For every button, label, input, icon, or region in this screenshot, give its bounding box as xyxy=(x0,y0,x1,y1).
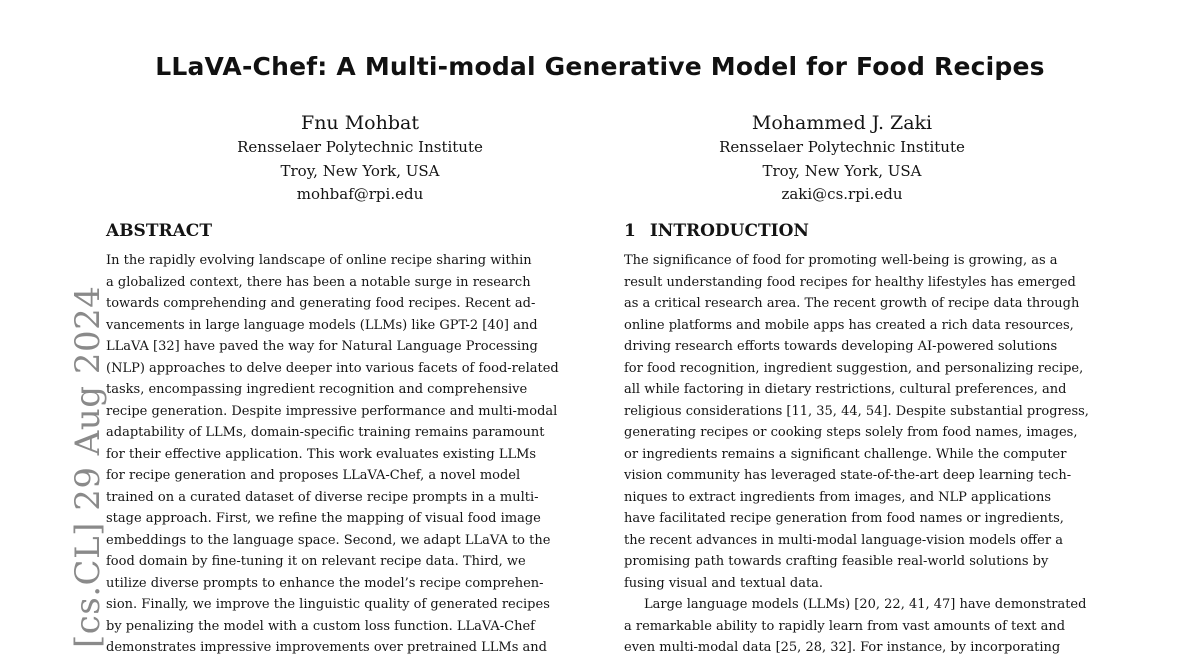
text-line: have facilitated recipe generation from food names or ingredients, xyxy=(624,511,1064,526)
text-line: embeddings to the language space. Second, we adapt LLaVA to the xyxy=(106,532,551,548)
introduction-heading xyxy=(624,221,809,241)
text-line: religious considerations [11, 35, 44, 54]. Despite substantial progress, xyxy=(624,403,1089,419)
text-line: demonstrates impressive improvements over pretrained LLMs and xyxy=(106,640,547,655)
text-line: utilize diverse prompts to enhance the model’s recipe comprehen- xyxy=(106,575,544,591)
arxiv-watermark: [cs.CL] 29 Aug 2024 xyxy=(68,285,108,648)
text-line: towards comprehending and generating food recipes. Recent ad- xyxy=(106,296,536,311)
author-location: Troy, New York, USA xyxy=(762,161,922,180)
author-block xyxy=(150,111,570,207)
text-line: (NLP) approaches to delve deeper into various facets of food-related xyxy=(106,360,559,376)
text-line: even multi-modal data [25, 28, 32]. For instance, by incorporating xyxy=(624,640,1061,655)
text-line: sion. Finally, we improve the linguistic quality of generated recipes xyxy=(106,597,550,612)
introduction-body xyxy=(624,250,1096,659)
text-line: niques to extract ingredients from images, and NLP applications xyxy=(624,489,1052,505)
author-name: Mohammed J. Zaki xyxy=(751,112,933,134)
text-line: online platforms and mobile apps has created a rich data resources, xyxy=(624,317,1074,333)
text-line: fusing visual and textual data. xyxy=(624,575,824,591)
abstract-heading: ABSTRACT xyxy=(106,221,212,241)
section-title: INTRODUCTION xyxy=(649,221,809,241)
paper-title: LLaVA-Chef: A Multi-modal Generative Model for Food Recipes xyxy=(155,52,1045,81)
text-line: result understanding food recipes for healthy lifestyles has emerged xyxy=(624,274,1076,290)
author-email[interactable]: mohbaf@rpi.edu xyxy=(296,185,424,203)
text-line: as a critical research area. The recent growth of recipe data through xyxy=(624,296,1080,311)
text-line: vancements in large language models (LLMs) like GPT-2 [40] and xyxy=(106,317,538,333)
author-email[interactable]: zaki@cs.rpi.edu xyxy=(781,185,903,203)
author-name: Fnu Mohbat xyxy=(301,112,419,134)
abstract-body xyxy=(106,250,578,659)
text-line: for their effective application. This work evaluates existing LLMs xyxy=(106,446,537,462)
text-line: driving research efforts towards developing AI-powered solutions xyxy=(624,339,1058,354)
text-line: for food recognition, ingredient suggestion, and personalizing recipe, xyxy=(624,360,1084,376)
text-line: or ingredients remains a significant challenge. While the computer xyxy=(624,446,1067,462)
text-line: tasks, encompassing ingredient recognition and comprehensive xyxy=(106,382,528,397)
author-affiliation: Rensselaer Polytechnic Institute xyxy=(237,138,483,156)
text-line: a remarkable ability to rapidly learn from vast amounts of text and xyxy=(624,618,1066,634)
text-line: the recent advances in multi-modal language-vision models offer a xyxy=(624,532,1063,548)
text-line: trained on a curated dataset of diverse recipe prompts in a multi- xyxy=(106,489,539,505)
text-line: by penalizing the model with a custom loss function. LLaVA-Chef xyxy=(106,618,535,634)
text-line: adaptability of LLMs, domain-specific training remains paramount xyxy=(106,425,545,440)
author-location: Troy, New York, USA xyxy=(280,161,440,180)
text-line: for recipe generation and proposes LLaVA-Chef, a novel model xyxy=(106,468,521,483)
text-line: promising path towards crafting feasible real-world solutions by xyxy=(624,554,1049,569)
text-line: recipe generation. Despite impressive performance and multi-modal xyxy=(106,403,558,419)
text-line: all while factoring in dietary restrictions, cultural preferences, and xyxy=(624,382,1067,397)
text-line: stage approach. First, we refine the mapping of visual food image xyxy=(106,511,541,526)
text-line: a globalized context, there has been a notable surge in research xyxy=(106,274,531,290)
author-affiliation: Rensselaer Polytechnic Institute xyxy=(719,138,965,156)
author-block xyxy=(632,111,1052,207)
text-line: food domain by fine-tuning it on relevant recipe data. Third, we xyxy=(106,554,526,569)
text-line: generating recipes or cooking steps solely from food names, images, xyxy=(624,425,1078,440)
text-line: The significance of food for promoting well-being is growing, as a xyxy=(624,253,1058,268)
section-number: 1 xyxy=(624,221,636,241)
text-line: vision community has leveraged state-of-the-art deep learning tech- xyxy=(624,468,1072,483)
text-line: LLaVA [32] have paved the way for Natural Language Processing xyxy=(106,339,538,354)
text-line: Large language models (LLMs) [20, 22, 41, 47] have demonstrated xyxy=(644,597,1087,612)
text-line: In the rapidly evolving landscape of online recipe sharing within xyxy=(106,253,532,268)
